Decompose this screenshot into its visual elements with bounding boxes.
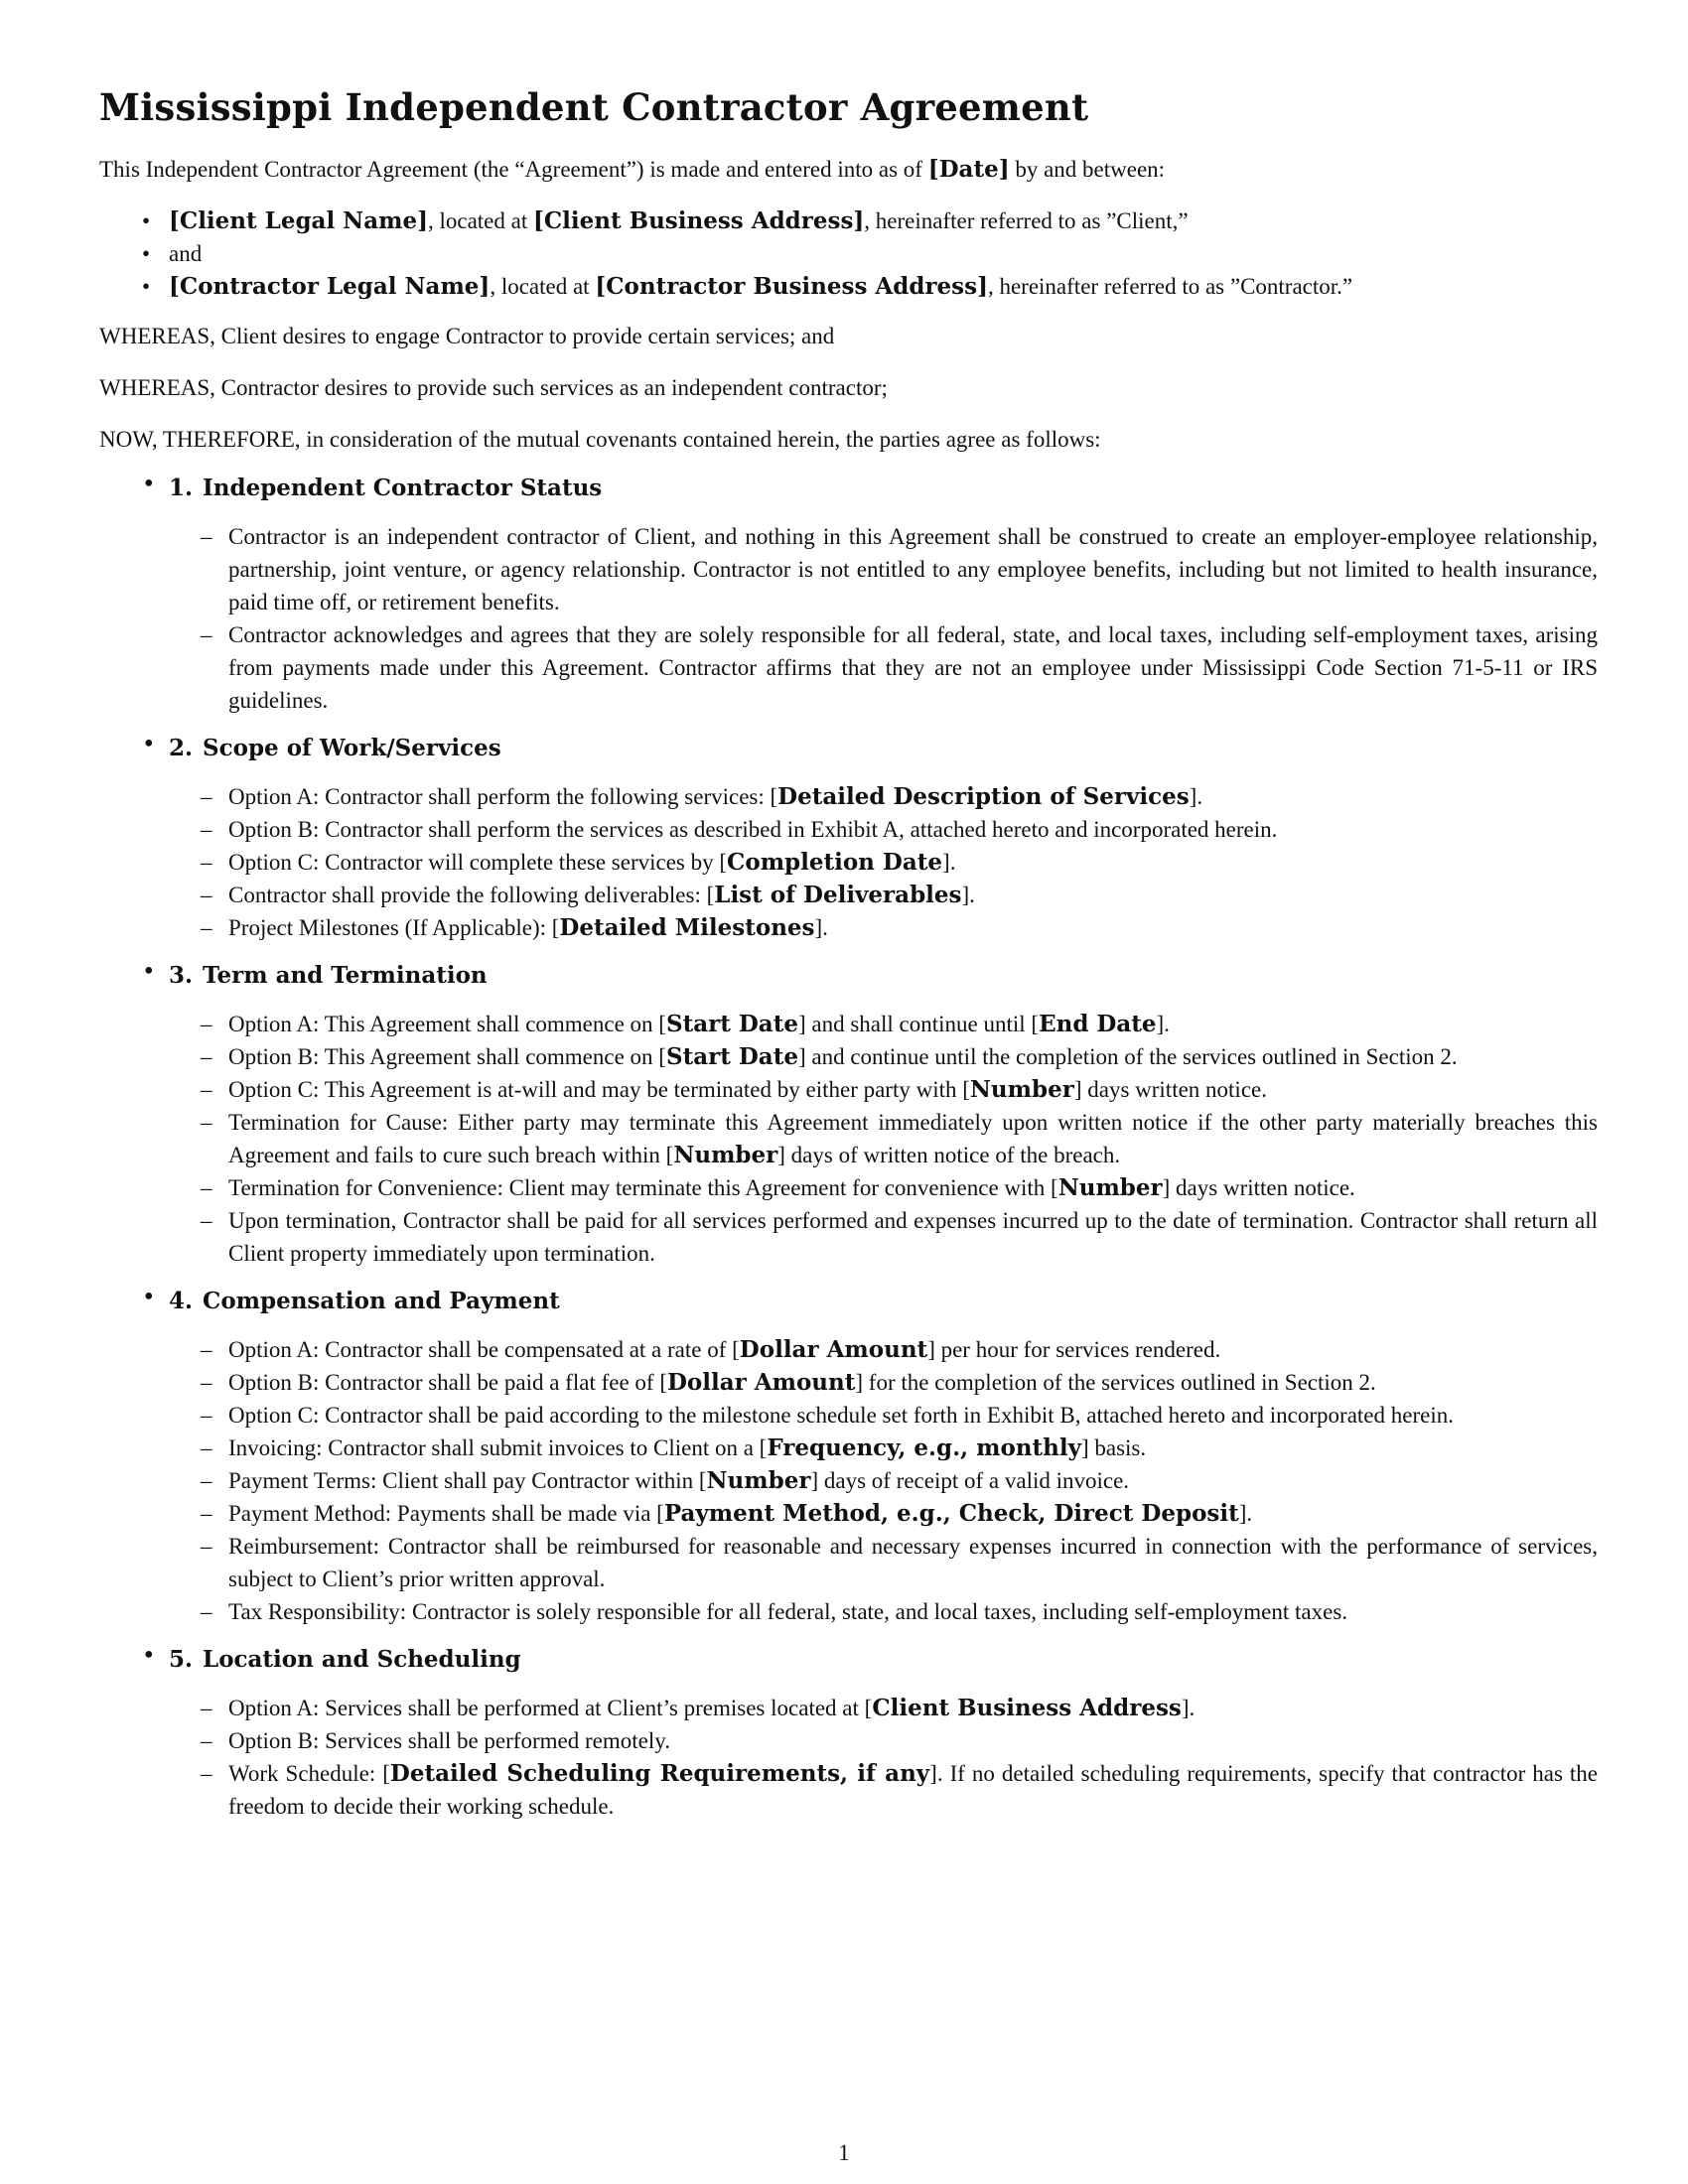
clause-text: ]. bbox=[1156, 1012, 1170, 1036]
clause-text: ] and continue until the completion of the services outlined in Section 2. bbox=[797, 1044, 1458, 1069]
clause-text: Contractor is an independent contractor of Client, and nothing in this Agreement shall be construed to create an employer-employee relationship, partnership, joint venture, or agency relationship. Contractor is not entitled to any employee benefits, including but not limited to health insurance, paid time off, or retirement benefits. bbox=[228, 524, 1598, 614]
clause-text: ] per hour for services rendered. bbox=[927, 1337, 1221, 1362]
dash-bullet-icon: – bbox=[201, 1337, 212, 1362]
party-text: , located at bbox=[490, 274, 596, 299]
recital-paragraph: WHEREAS, Contractor desires to provide such services as an independent contractor; bbox=[99, 375, 888, 400]
clause-text: ]. bbox=[961, 883, 975, 907]
clause-item bbox=[169, 1497, 1598, 1530]
dash-bullet-icon: – bbox=[201, 1599, 212, 1624]
dash-bullet-icon: – bbox=[201, 784, 212, 809]
dash-bullet-icon: – bbox=[201, 1728, 212, 1753]
clause-text: Project Milestones (If Applicable): [ bbox=[228, 915, 560, 940]
bullet-icon: • bbox=[142, 732, 156, 757]
contractor-name-placeholder: [Contractor Legal Name] bbox=[169, 273, 491, 300]
clause-placeholder: Start Date bbox=[665, 1043, 798, 1070]
client-address-placeholder: [Client Business Address] bbox=[532, 207, 865, 234]
clause-item bbox=[169, 1333, 1598, 1366]
party-contractor bbox=[99, 270, 1589, 303]
contractor-address-placeholder: [Contractor Business Address] bbox=[595, 273, 988, 300]
clause-text: Tax Responsibility: Contractor is solely responsible for all federal, state, and local taxes, including self-employment taxes. bbox=[228, 1599, 1348, 1624]
parties-list bbox=[99, 205, 1589, 303]
clause-text: ] days of receipt of a valid invoice. bbox=[810, 1468, 1130, 1493]
clause-item bbox=[169, 1171, 1598, 1204]
clause-placeholder: Dollar Amount bbox=[666, 1369, 856, 1396]
clause-text: ]. bbox=[814, 915, 828, 940]
bullet-icon: • bbox=[142, 1643, 156, 1669]
clause-text: Reimbursement: Contractor shall be reimbursed for reasonable and necessary expenses incurred in connection with the performance of services, subject to Client’s prior written approval. bbox=[228, 1534, 1598, 1591]
clause-text: Contractor acknowledges and agrees that they are solely responsible for all federal, state, and local taxes, including self-employment taxes, arising from payments made under this Agreement. Contractor affirms that they are not an employee under Mississippi Code Section 71-5-11 or IRS guidelines. bbox=[228, 622, 1598, 713]
dash-bullet-icon: – bbox=[201, 1761, 212, 1786]
clause-item bbox=[169, 1530, 1598, 1595]
clause-item bbox=[169, 1366, 1598, 1399]
clause-item bbox=[169, 911, 1598, 944]
clause-placeholder: Number bbox=[969, 1076, 1074, 1103]
clause-text: Option C: Contractor will complete these services by [ bbox=[228, 850, 728, 875]
dash-bullet-icon: – bbox=[201, 622, 212, 647]
dash-bullet-icon: – bbox=[201, 1110, 212, 1135]
clause-text: Option A: Contractor shall perform the following services: [ bbox=[228, 784, 778, 809]
clause-text: Termination for Convenience: Client may terminate this Agreement for convenience with [ bbox=[228, 1175, 1058, 1200]
clause-item bbox=[169, 1073, 1598, 1106]
clause-item bbox=[169, 780, 1598, 813]
party-text: , located at bbox=[427, 208, 533, 233]
clause-text: Contractor shall provide the following deliverables: [ bbox=[228, 883, 715, 907]
section-heading bbox=[169, 1643, 1589, 1676]
party-text: , hereinafter referred to as ”Client,” bbox=[864, 208, 1189, 233]
clause-placeholder: Number bbox=[1057, 1174, 1163, 1201]
clause-item bbox=[169, 1464, 1598, 1497]
intro-text-before: This Independent Contractor Agreement (the “Agreement”) is made and entered into as of bbox=[99, 157, 928, 182]
recital-paragraph: WHEREAS, Client desires to engage Contractor to provide certain services; and bbox=[99, 324, 835, 348]
clause-item bbox=[169, 1692, 1598, 1724]
dash-bullet-icon: – bbox=[201, 524, 212, 549]
clause-text: ] days of written notice of the breach. bbox=[777, 1143, 1121, 1167]
clause-item bbox=[169, 813, 1598, 846]
clause-text: Option A: This Agreement shall commence on [ bbox=[228, 1012, 666, 1036]
section-heading-text: Scope of Work/Services bbox=[203, 735, 501, 761]
bullet-icon: • bbox=[142, 208, 151, 233]
dash-bullet-icon: – bbox=[201, 915, 212, 940]
intro-text-after: by and between: bbox=[1009, 157, 1166, 182]
bullet-icon: • bbox=[142, 274, 151, 299]
clause-text: Payment Terms: Client shall pay Contractor within [ bbox=[228, 1468, 707, 1493]
clause-placeholder: Completion Date bbox=[727, 849, 943, 876]
section-number: 1. bbox=[169, 475, 194, 501]
clause-text: Work Schedule: [ bbox=[228, 1761, 390, 1786]
section-items bbox=[169, 1008, 1598, 1270]
clause-item bbox=[169, 1432, 1598, 1464]
clause-text: Option C: Contractor shall be paid according to the milestone schedule set forth in Exhibit B, attached hereto and incorporated herein. bbox=[228, 1403, 1454, 1428]
section-heading bbox=[169, 732, 1589, 764]
section-heading bbox=[169, 472, 1589, 504]
clause-text: ] and shall continue until [ bbox=[797, 1012, 1040, 1036]
clause-text: Option B: Services shall be performed remotely. bbox=[228, 1728, 670, 1753]
clause-placeholder: List of Deliverables bbox=[714, 882, 962, 908]
section-item bbox=[99, 1285, 1598, 1628]
section-number: 3. bbox=[169, 962, 194, 989]
section-number: 2. bbox=[169, 735, 194, 761]
clause-text: Upon termination, Contractor shall be paid for all services performed and expenses incurred up to the date of termination. Contractor shall return all Client property immediately upon termination. bbox=[228, 1208, 1598, 1266]
clause-text: ] days written notice. bbox=[1073, 1077, 1267, 1102]
dash-bullet-icon: – bbox=[201, 1175, 212, 1200]
bullet-icon: • bbox=[142, 241, 151, 266]
clause-text: Payment Method: Payments shall be made via [ bbox=[228, 1501, 664, 1526]
dash-bullet-icon: – bbox=[201, 1696, 212, 1720]
clause-placeholder: Dollar Amount bbox=[739, 1336, 928, 1363]
party-text: , hereinafter referred to as ”Contractor.” bbox=[987, 274, 1353, 299]
clause-text: Option A: Contractor shall be compensated at a rate of [ bbox=[228, 1337, 740, 1362]
section-items bbox=[169, 1333, 1598, 1628]
page-number: 1 bbox=[838, 2140, 850, 2165]
party-and bbox=[99, 237, 1589, 270]
clause-item bbox=[169, 1724, 1598, 1757]
section-items bbox=[169, 780, 1589, 944]
clause-text: ]. bbox=[942, 850, 956, 875]
section-heading bbox=[169, 959, 1589, 992]
dash-bullet-icon: – bbox=[201, 1403, 212, 1428]
clause-item bbox=[169, 1399, 1598, 1432]
clause-placeholder: Client Business Address bbox=[872, 1695, 1182, 1721]
client-name-placeholder: [Client Legal Name] bbox=[169, 207, 428, 234]
clause-item bbox=[169, 618, 1598, 717]
clause-placeholder: Number bbox=[673, 1142, 778, 1168]
section-heading-text: Independent Contractor Status bbox=[203, 475, 603, 501]
bullet-icon: • bbox=[142, 1285, 156, 1310]
clause-text: Option A: Services shall be performed at Client’s premises located at [ bbox=[228, 1696, 873, 1720]
clause-placeholder: Start Date bbox=[665, 1011, 798, 1037]
dash-bullet-icon: – bbox=[201, 1501, 212, 1526]
clause-placeholder: Frequency, e.g., monthly bbox=[767, 1434, 1081, 1461]
clause-text: ]. bbox=[1189, 784, 1203, 809]
clause-item bbox=[169, 846, 1598, 879]
clause-text: Termination for Cause: Either party may terminate this Agreement immediately upon written notice if the other party materially breaches this Agreement and fails to cure such breach within [ bbox=[228, 1110, 1598, 1167]
clause-text: ]. bbox=[1181, 1696, 1196, 1720]
clause-placeholder: Detailed Milestones bbox=[559, 914, 815, 941]
clause-item bbox=[169, 1757, 1598, 1823]
clause-text: Option B: Contractor shall perform the services as described in Exhibit A, attached hereto and incorporated herein. bbox=[228, 817, 1278, 842]
clause-text: Option B: Contractor shall be paid a flat fee of [ bbox=[228, 1370, 667, 1395]
document-title: Mississippi Independent Contractor Agreement bbox=[99, 85, 1089, 129]
dash-bullet-icon: – bbox=[201, 1012, 212, 1036]
dash-bullet-icon: – bbox=[201, 1534, 212, 1559]
dash-bullet-icon: – bbox=[201, 1370, 212, 1395]
section-items bbox=[169, 520, 1598, 717]
clause-text: Invoicing: Contractor shall submit invoices to Client on a [ bbox=[228, 1435, 768, 1460]
section-item bbox=[99, 472, 1598, 717]
dash-bullet-icon: – bbox=[201, 817, 212, 842]
dash-bullet-icon: – bbox=[201, 1044, 212, 1069]
clause-text: ]. If no detailed scheduling requirements, specify that contractor has the freedom to decide their working schedule. bbox=[228, 1761, 1598, 1819]
section-heading bbox=[169, 1285, 1589, 1317]
recital-paragraph: NOW, THEREFORE, in consideration of the mutual covenants contained herein, the parties agree as follows: bbox=[99, 427, 1101, 452]
section-item bbox=[99, 1643, 1598, 1823]
dash-bullet-icon: – bbox=[201, 1077, 212, 1102]
clause-placeholder: Detailed Description of Services bbox=[777, 783, 1190, 810]
party-client bbox=[99, 205, 1589, 237]
clause-item bbox=[169, 1595, 1598, 1628]
clause-text: ] for the completion of the services outlined in Section 2. bbox=[855, 1370, 1376, 1395]
intro-date-placeholder: [Date] bbox=[927, 156, 1010, 183]
section-number: 5. bbox=[169, 1646, 194, 1673]
bullet-icon: • bbox=[142, 959, 156, 985]
clause-text: Option C: This Agreement is at-will and may be terminated by either party with [ bbox=[228, 1077, 970, 1102]
bullet-icon: • bbox=[142, 472, 156, 497]
clause-text: Option B: This Agreement shall commence on [ bbox=[228, 1044, 666, 1069]
section-item bbox=[99, 959, 1598, 1270]
section-item bbox=[99, 732, 1589, 944]
clause-text: ] basis. bbox=[1080, 1435, 1147, 1460]
section-heading-text: Compensation and Payment bbox=[203, 1288, 560, 1314]
document-page bbox=[99, 85, 1598, 1838]
clause-placeholder: End Date bbox=[1039, 1011, 1157, 1037]
clause-placeholder: Payment Method, e.g., Check, Direct Deposit bbox=[663, 1500, 1239, 1527]
clause-item bbox=[169, 520, 1598, 618]
section-number: 4. bbox=[169, 1288, 194, 1314]
section-items bbox=[169, 1692, 1598, 1823]
sections-list bbox=[99, 472, 1598, 1823]
party-text: and bbox=[169, 241, 203, 266]
dash-bullet-icon: – bbox=[201, 1468, 212, 1493]
clause-item bbox=[169, 1040, 1598, 1073]
intro-paragraph bbox=[99, 153, 1589, 186]
section-heading-text: Location and Scheduling bbox=[203, 1646, 521, 1673]
dash-bullet-icon: – bbox=[201, 1208, 212, 1233]
clause-placeholder: Detailed Scheduling Requirements, if any bbox=[389, 1760, 930, 1787]
section-heading-text: Term and Termination bbox=[203, 962, 488, 989]
clause-text: ]. bbox=[1238, 1501, 1253, 1526]
dash-bullet-icon: – bbox=[201, 883, 212, 907]
clause-text: ] days written notice. bbox=[1162, 1175, 1355, 1200]
dash-bullet-icon: – bbox=[201, 1435, 212, 1460]
dash-bullet-icon: – bbox=[201, 850, 212, 875]
clause-item bbox=[169, 1008, 1598, 1040]
clause-item bbox=[169, 1106, 1598, 1171]
clause-placeholder: Number bbox=[706, 1467, 811, 1494]
clause-item bbox=[169, 1204, 1598, 1270]
clause-item bbox=[169, 879, 1598, 911]
